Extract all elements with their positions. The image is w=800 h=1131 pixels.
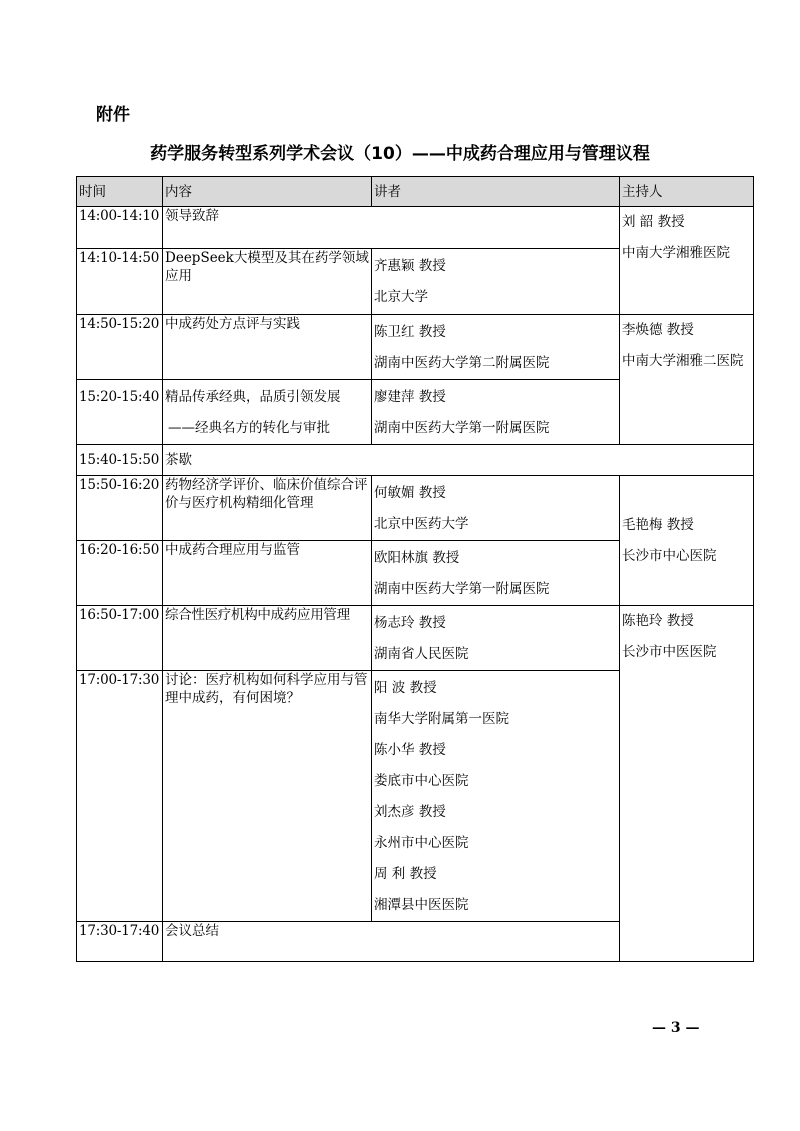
row-content: 会议总结 xyxy=(163,922,620,962)
speaker-name: 何敏媚 教授 xyxy=(374,485,446,501)
row-content: 茶歇 xyxy=(163,445,754,476)
speaker-name: 阳 波 教授 xyxy=(374,680,437,696)
table-row xyxy=(77,315,754,380)
speaker-name: 陈小华 教授 xyxy=(374,742,446,758)
host-cell xyxy=(620,606,754,962)
speaker-name: 刘杰彦 教授 xyxy=(374,804,446,820)
row-content: 中成药合理应用与监管 xyxy=(163,541,372,606)
row-time: 16:20-16:50 xyxy=(77,541,163,606)
speaker-affiliation: 湖南中医药大学第一附属医院 xyxy=(374,581,550,597)
row-content: 中成药处方点评与实践 xyxy=(163,315,372,380)
speaker-cell xyxy=(372,541,620,606)
row-content: 综合性医疗机构中成药应用管理 xyxy=(163,606,372,671)
speaker-name: 廖建萍 教授 xyxy=(374,389,446,405)
row-content: 讨论：医疗机构如何科学应用与管理中成药，有何困境？ xyxy=(163,671,372,922)
row-time: 17:00-17:30 xyxy=(77,671,163,922)
header-speaker: 讲者 xyxy=(372,177,620,207)
page-number: — 3 — xyxy=(652,1020,700,1036)
speaker-affiliation: 湘潭县中医医院 xyxy=(374,897,469,913)
host-name: 陈艳玲 教授 xyxy=(622,613,694,629)
speaker-affiliation: 湖南省人民医院 xyxy=(374,646,469,662)
host-cell xyxy=(620,315,754,445)
speaker-affiliation: 北京大学 xyxy=(374,289,428,305)
speaker-affiliation: 北京中医药大学 xyxy=(374,516,469,532)
host-cell xyxy=(620,207,754,315)
header-content: 内容 xyxy=(163,177,372,207)
content-subline: ——经典名方的转化与审批 xyxy=(168,420,330,436)
header-host: 主持人 xyxy=(620,177,754,207)
row-content: 药物经济学评价、临床价值综合评价与医疗机构精细化管理 xyxy=(163,476,372,541)
attachment-label: 附件 xyxy=(96,105,130,125)
speaker-cell xyxy=(372,671,620,922)
row-time: 14:00-14:10 xyxy=(77,207,163,249)
host-cell xyxy=(620,476,754,606)
speaker-cell xyxy=(372,249,620,315)
page-title: 药学服务转型系列学术会议（10）——中成药合理应用与管理议程 xyxy=(150,144,650,164)
content-line: 精品传承经典，品质引领发展 xyxy=(165,389,341,405)
speaker-affiliation: 南华大学附属第一医院 xyxy=(374,711,509,727)
row-content: 领导致辞 xyxy=(163,207,620,249)
speaker-cell xyxy=(372,380,620,445)
speaker-affiliation: 永州市中心医院 xyxy=(374,835,469,851)
speaker-cell xyxy=(372,606,620,671)
host-affiliation: 中南大学湘雅医院 xyxy=(622,245,730,261)
speaker-name: 齐惠颖 教授 xyxy=(374,258,446,274)
row-content: DeepSeek大模型及其在药学领域应用 xyxy=(163,249,372,315)
host-name: 毛艳梅 教授 xyxy=(622,516,694,533)
row-time: 14:10-14:50 xyxy=(77,249,163,315)
speaker-name: 杨志玲 教授 xyxy=(374,615,446,631)
table-row xyxy=(77,207,754,249)
table-row xyxy=(77,476,754,541)
host-affiliation: 中南大学湘雅二医院 xyxy=(622,353,744,369)
speaker-name: 陈卫红 教授 xyxy=(374,324,446,340)
row-time: 14:50-15:20 xyxy=(77,315,163,380)
table-row xyxy=(77,445,754,476)
row-time: 17:30-17:40 xyxy=(77,922,163,962)
row-time: 15:50-16:20 xyxy=(77,476,163,541)
host-name: 李焕德 教授 xyxy=(622,322,694,338)
speaker-affiliation: 湖南中医药大学第一附属医院 xyxy=(374,420,550,436)
row-time xyxy=(77,380,163,445)
speaker-cell xyxy=(372,315,620,380)
host-affiliation: 长沙市中医医院 xyxy=(622,644,717,660)
table-row xyxy=(77,606,754,671)
header-time: 时间 xyxy=(77,177,163,207)
speaker-affiliation: 娄底市中心医院 xyxy=(374,773,469,789)
row-time: 15:40-15:50 xyxy=(77,445,163,476)
table-header-row xyxy=(77,177,754,207)
speaker-cell xyxy=(372,476,620,541)
host-affiliation: 长沙市中心医院 xyxy=(622,547,717,564)
agenda-table xyxy=(76,176,754,962)
speaker-name: 欧阳林旗 教授 xyxy=(374,550,460,566)
row-time: 16:50-17:00 xyxy=(77,606,163,671)
row-content xyxy=(163,380,372,445)
host-name: 刘 韶 教授 xyxy=(622,214,685,230)
speaker-affiliation: 湖南中医药大学第二附属医院 xyxy=(374,355,550,371)
time-text: 15:20-15:40 xyxy=(79,389,160,405)
speaker-name: 周 利 教授 xyxy=(374,866,437,882)
